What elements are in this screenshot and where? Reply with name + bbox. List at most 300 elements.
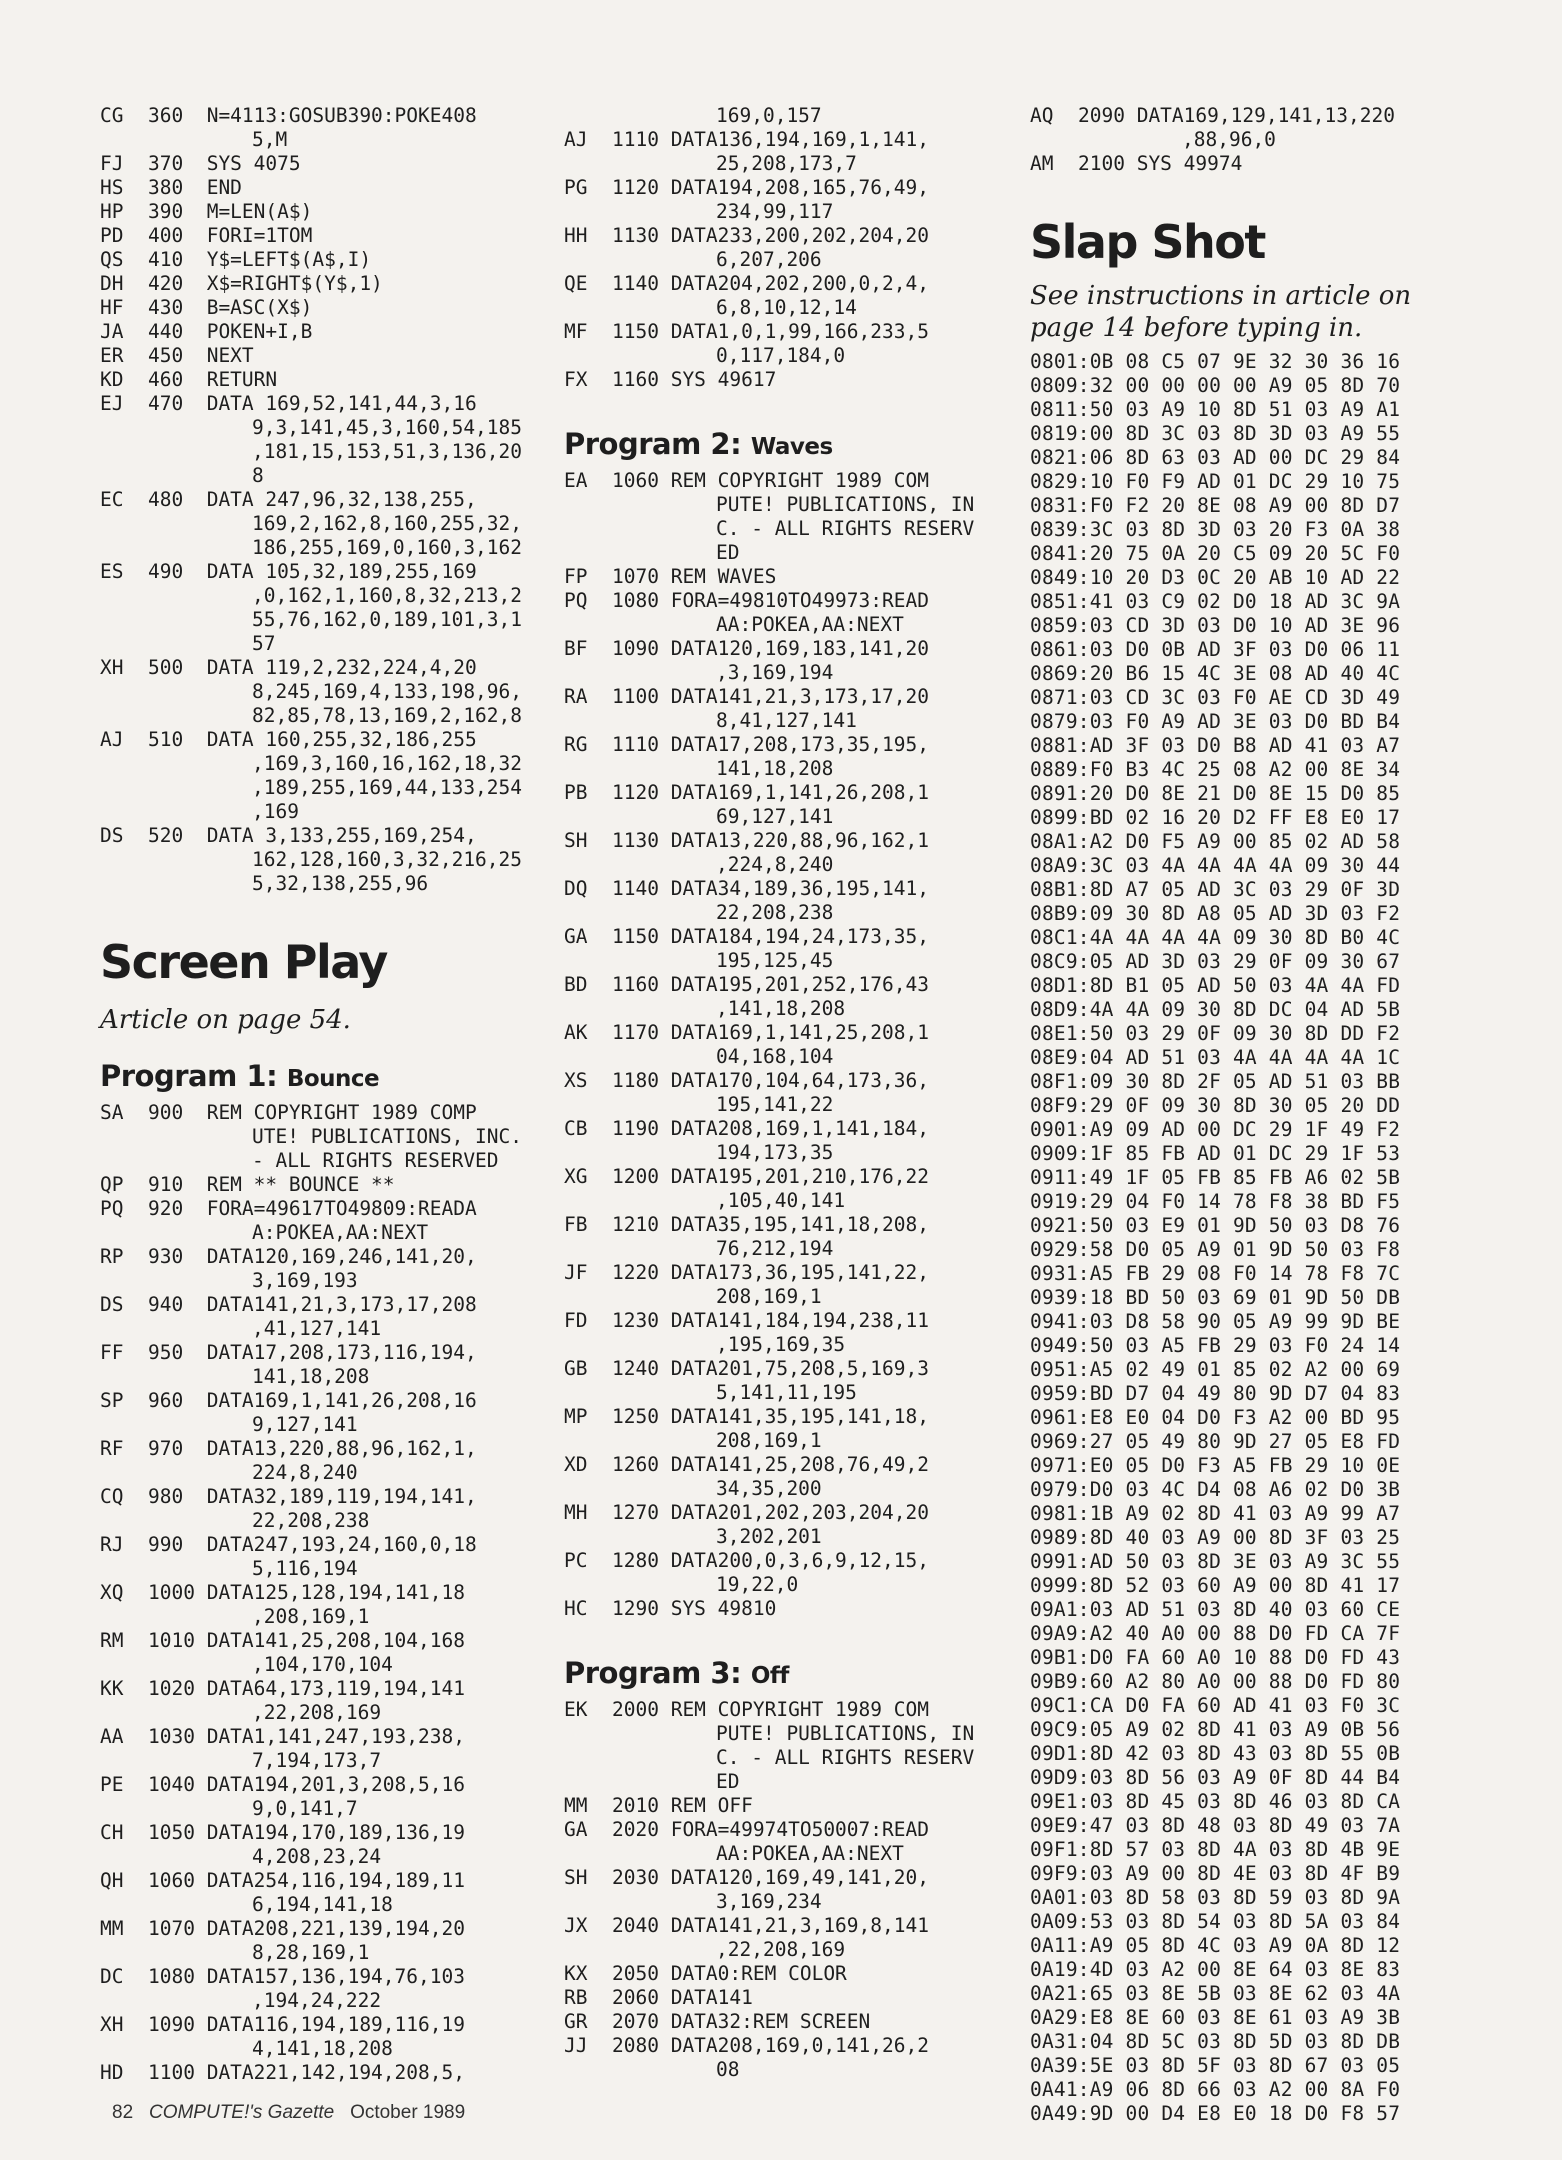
hex-bytes: 09F9:03 A9 00 8D 4E 03 8D 4F B9 [1030, 1862, 1401, 1885]
checksum: FB [564, 1213, 588, 1236]
checksum: SA [100, 1101, 124, 1124]
checksum [564, 757, 612, 781]
line-code: 430 B=ASC(X$) [148, 296, 313, 319]
hex-bytes: 09A9:A2 40 A0 00 88 D0 FD CA 7F [1030, 1622, 1401, 1645]
line-continuation: 9,0,141,7 [252, 1797, 358, 1820]
hex-bytes: 0831:F0 F2 20 8E 08 A9 00 8D D7 [1030, 494, 1401, 517]
line-code: 950 DATA17,208,173,116,194, [148, 1341, 477, 1364]
hex-bytes: 0841:20 75 0A 20 C5 09 20 5C F0 [1030, 542, 1401, 565]
hex-bytes: 0819:00 8D 3C 03 8D 3D 03 A9 55 [1030, 422, 1401, 445]
hex-line [1030, 758, 1470, 782]
hex-line [1030, 950, 1470, 974]
checksum [564, 805, 612, 829]
line-continuation: ED [716, 541, 740, 564]
checksum [100, 440, 148, 464]
code-line [564, 1573, 1010, 1597]
code-line [100, 680, 540, 704]
code-line [564, 1525, 1010, 1549]
line-continuation: 6,194,141,18 [252, 1893, 393, 1916]
checksum [564, 1842, 612, 1866]
code-line [100, 200, 540, 224]
hex-bytes: 08D1:8D B1 05 AD 50 03 4A 4A FD [1030, 974, 1401, 997]
checksum: RA [564, 685, 588, 708]
line-continuation: ,22,208,169 [252, 1701, 382, 1724]
checksum [100, 1701, 148, 1725]
hex-bytes: 0929:58 D0 05 A9 01 9D 50 03 F8 [1030, 1238, 1401, 1261]
line-continuation: 195,125,45 [716, 949, 834, 972]
checksum: BD [564, 973, 588, 996]
line-continuation: ,88,96,0 [1182, 128, 1276, 151]
hex-line [1030, 1598, 1470, 1622]
checksum: PB [564, 781, 588, 804]
hex-bytes: 0969:27 05 49 80 9D 27 05 E8 FD [1030, 1430, 1401, 1453]
program-listing-bounce [100, 1101, 540, 2085]
hex-bytes: 0A41:A9 06 8D 66 03 A2 00 8A F0 [1030, 2078, 1401, 2101]
hex-line [1030, 1694, 1470, 1718]
hex-line [1030, 1574, 1470, 1598]
hex-line [1030, 926, 1470, 950]
hex-bytes: 09D9:03 8D 56 03 A9 0F 8D 44 B4 [1030, 1766, 1401, 1789]
line-code: 1150 DATA1,0,1,99,166,233,5 [612, 320, 929, 343]
line-continuation: 234,99,117 [716, 200, 834, 223]
hex-bytes: 08F9:29 0F 09 30 8D 30 05 20 DD [1030, 1094, 1401, 1117]
line-code: 480 DATA 247,96,32,138,255, [148, 488, 477, 511]
code-line [564, 1453, 1010, 1477]
code-line [100, 728, 540, 752]
checksum: ES [100, 560, 124, 583]
checksum [100, 1893, 148, 1917]
code-line [100, 1341, 540, 1365]
line-code: 1170 DATA169,1,141,25,208,1 [612, 1021, 929, 1044]
code-line [564, 613, 1010, 637]
checksum: DS [100, 824, 124, 847]
hex-line [1030, 2078, 1470, 2102]
checksum [564, 901, 612, 925]
checksum [564, 1333, 612, 1357]
checksum [564, 152, 612, 176]
line-continuation: 57 [252, 632, 276, 655]
hex-line [1030, 470, 1470, 494]
checksum: RG [564, 733, 588, 756]
line-continuation: ,141,18,208 [716, 997, 846, 1020]
line-code: 520 DATA 3,133,255,169,254, [148, 824, 477, 847]
line-code: 1290 SYS 49810 [612, 1597, 777, 1620]
line-continuation: - ALL RIGHTS RESERVED [252, 1149, 499, 1172]
hex-bytes: 0981:1B A9 02 8D 41 03 A9 99 A7 [1030, 1502, 1401, 1525]
checksum [100, 632, 148, 656]
line-continuation: 169,0,157 [716, 104, 822, 127]
code-line [100, 1197, 540, 1221]
checksum [564, 248, 612, 272]
hex-bytes: 0A19:4D 03 A2 00 8E 64 03 8E 83 [1030, 1958, 1401, 1981]
line-code: 1200 DATA195,201,210,176,22 [612, 1165, 929, 1188]
hex-bytes: 0A11:A9 05 8D 4C 03 A9 0A 8D 12 [1030, 1934, 1401, 1957]
line-code: 390 M=LEN(A$) [148, 200, 313, 223]
checksum: RJ [100, 1533, 124, 1556]
line-code: 360 N=4113:GOSUB390:POKE408 [148, 104, 477, 127]
hex-bytes: 0851:41 03 C9 02 D0 18 AD 3C 9A [1030, 590, 1401, 613]
checksum: MH [564, 1501, 588, 1524]
code-line [564, 1890, 1010, 1914]
checksum: XS [564, 1069, 588, 1092]
issue-date: October 1989 [350, 2102, 466, 2123]
checksum [564, 949, 612, 973]
checksum: ER [100, 344, 124, 367]
line-code: 1140 DATA34,189,36,195,141, [612, 877, 929, 900]
code-line [100, 608, 540, 632]
line-code: 420 X$=RIGHT$(Y$,1) [148, 272, 383, 295]
line-code: 1140 DATA204,202,200,0,2,4, [612, 272, 929, 295]
hex-bytes: 08E9:04 AD 51 03 4A 4A 4A 4A 1C [1030, 1046, 1401, 1069]
hex-bytes: 0889:F0 B3 4C 25 08 A2 00 8E 34 [1030, 758, 1401, 781]
hex-line [1030, 1982, 1470, 2006]
line-continuation: 19,22,0 [716, 1573, 799, 1596]
line-code: 1130 DATA233,200,202,204,20 [612, 224, 929, 247]
code-line [100, 2037, 540, 2061]
checksum [100, 1797, 148, 1821]
code-line [100, 128, 540, 152]
hex-bytes: 0979:D0 03 4C D4 08 A6 02 D0 3B [1030, 1478, 1401, 1501]
code-line [564, 973, 1010, 997]
checksum [564, 1141, 612, 1165]
hex-line [1030, 1886, 1470, 1910]
checksum [564, 2058, 612, 2082]
checksum: EA [564, 469, 588, 492]
code-line [564, 2010, 1010, 2034]
checksum [100, 1269, 148, 1293]
hex-line [1030, 1862, 1470, 1886]
article-title-slap-shot: Slap Shot [1030, 215, 1265, 269]
line-continuation: ,22,208,169 [716, 1938, 846, 1961]
hex-line [1030, 1478, 1470, 1502]
checksum [564, 1573, 612, 1597]
code-line [564, 104, 1010, 128]
code-line [564, 661, 1010, 685]
line-code: 2030 DATA120,169,49,141,20, [612, 1866, 929, 1889]
hex-line [1030, 1214, 1470, 1238]
checksum: CB [564, 1117, 588, 1140]
code-line [564, 1429, 1010, 1453]
code-line [100, 392, 540, 416]
checksum: BF [564, 637, 588, 660]
code-line [100, 1461, 540, 1485]
checksum [1030, 128, 1078, 152]
checksum [100, 1989, 148, 2013]
code-line [100, 1365, 540, 1389]
hex-line [1030, 662, 1470, 686]
line-code: 1150 DATA184,194,24,173,35, [612, 925, 929, 948]
code-line [100, 1653, 540, 1677]
line-continuation: ,169,3,160,16,162,18,32 [252, 752, 523, 775]
checksum: RP [100, 1245, 124, 1268]
hex-line [1030, 734, 1470, 758]
line-continuation: 3,169,234 [716, 1890, 822, 1913]
code-line [564, 517, 1010, 541]
checksum [564, 1381, 612, 1405]
hex-line [1030, 1118, 1470, 1142]
checksum [100, 848, 148, 872]
code-line [100, 152, 540, 176]
hex-bytes: 0849:10 20 D3 0C 20 AB 10 AD 22 [1030, 566, 1401, 589]
line-code: 1160 DATA195,201,252,176,43 [612, 973, 929, 996]
line-continuation: 7,194,173,7 [252, 1749, 382, 1772]
hex-line [1030, 878, 1470, 902]
checksum: MP [564, 1405, 588, 1428]
line-continuation: 9,3,141,45,3,160,54,185 [252, 416, 523, 439]
hex-bytes: 09F1:8D 57 03 8D 4A 03 8D 4B 9E [1030, 1838, 1401, 1861]
checksum: XG [564, 1165, 588, 1188]
code-line [564, 1309, 1010, 1333]
checksum: AK [564, 1021, 588, 1044]
line-code: 1110 DATA136,194,169,1,141, [612, 128, 929, 151]
magazine-name: COMPUTE!'s Gazette [148, 2102, 335, 2123]
hex-line [1030, 1742, 1470, 1766]
line-code: 1130 DATA13,220,88,96,162,1 [612, 829, 929, 852]
code-line [564, 1117, 1010, 1141]
line-code: 1160 SYS 49617 [612, 368, 777, 391]
line-continuation: 162,128,160,3,32,216,25 [252, 848, 523, 871]
line-code: 1030 DATA1,141,247,193,238, [148, 1725, 465, 1748]
checksum [564, 104, 612, 128]
program-listing-continued [1030, 104, 1470, 176]
checksum [564, 853, 612, 877]
checksum [100, 1557, 148, 1581]
checksum: DH [100, 272, 124, 295]
checksum: HP [100, 200, 124, 223]
line-continuation: 8 [252, 464, 264, 487]
line-code: 1010 DATA141,25,208,104,168 [148, 1629, 465, 1652]
checksum [564, 517, 612, 541]
code-line [564, 296, 1010, 320]
checksum: QP [100, 1173, 124, 1196]
hex-bytes: 0909:1F 85 FB AD 01 DC 29 1F 53 [1030, 1142, 1401, 1165]
line-continuation: ,104,170,104 [252, 1653, 393, 1676]
hex-bytes: 0A21:65 03 8E 5B 03 8E 62 03 4A [1030, 1982, 1401, 2005]
checksum [100, 1461, 148, 1485]
checksum: RF [100, 1437, 124, 1460]
code-line [564, 1021, 1010, 1045]
line-code: 1080 FORA=49810TO49973:READ [612, 589, 929, 612]
code-line [564, 128, 1010, 152]
line-continuation: 4,141,18,208 [252, 2037, 393, 2060]
checksum: RB [564, 1986, 588, 2009]
hex-line [1030, 1190, 1470, 1214]
code-line [1030, 104, 1470, 128]
hex-line [1030, 830, 1470, 854]
code-line [100, 1941, 540, 1965]
checksum: FP [564, 565, 588, 588]
hex-bytes: 08D9:4A 4A 09 30 8D DC 04 AD 5B [1030, 998, 1401, 1021]
line-continuation: ,195,169,35 [716, 1333, 846, 1356]
hex-line [1030, 590, 1470, 614]
code-line [564, 1189, 1010, 1213]
line-code: 940 DATA141,21,3,173,17,208 [148, 1293, 477, 1316]
checksum [100, 1221, 148, 1245]
hex-line [1030, 566, 1470, 590]
line-code: 1190 DATA208,169,1,141,184, [612, 1117, 929, 1140]
line-code: 1100 DATA221,142,194,208,5, [148, 2061, 465, 2084]
checksum: AA [100, 1725, 124, 1748]
hex-bytes: 08A9:3C 03 4A 4A 4A 4A 09 30 44 [1030, 854, 1401, 877]
line-continuation: ,224,8,240 [716, 853, 834, 876]
code-line [100, 656, 540, 680]
hex-line [1030, 494, 1470, 518]
line-code: 2080 DATA208,169,0,141,26,2 [612, 2034, 929, 2057]
hex-line [1030, 1142, 1470, 1166]
hex-bytes: 0991:AD 50 03 8D 3E 03 A9 3C 55 [1030, 1550, 1401, 1573]
code-line [100, 1437, 540, 1461]
line-continuation: 76,212,194 [716, 1237, 834, 1260]
hex-bytes: 0839:3C 03 8D 3D 03 20 F3 0A 38 [1030, 518, 1401, 541]
code-line [564, 1746, 1010, 1770]
checksum [564, 1189, 612, 1213]
line-code: 1100 DATA141,21,3,173,17,20 [612, 685, 929, 708]
hex-line [1030, 686, 1470, 710]
code-line [100, 1149, 540, 1173]
line-code: 440 POKEN+I,B [148, 320, 313, 343]
hex-line [1030, 1406, 1470, 1430]
hex-line [1030, 1094, 1470, 1118]
hex-line [1030, 2006, 1470, 2030]
line-code: 930 DATA120,169,246,141,20, [148, 1245, 477, 1268]
code-line [100, 824, 540, 848]
checksum [564, 1045, 612, 1069]
code-line [564, 829, 1010, 853]
line-code: 500 DATA 119,2,232,224,4,20 [148, 656, 477, 679]
checksum [100, 536, 148, 560]
hex-bytes: 0959:BD D7 04 49 80 9D D7 04 83 [1030, 1382, 1401, 1405]
checksum [564, 1285, 612, 1309]
line-code: 2040 DATA141,21,3,169,8,141 [612, 1914, 929, 1937]
line-continuation: 6,8,10,12,14 [716, 296, 857, 319]
hex-line [1030, 1454, 1470, 1478]
line-continuation: 5,32,138,255,96 [252, 872, 429, 895]
code-line [100, 1173, 540, 1197]
checksum: QH [100, 1869, 124, 1892]
hex-bytes: 0881:AD 3F 03 D0 B8 AD 41 03 A7 [1030, 734, 1401, 757]
line-code: 1020 DATA64,173,119,194,141 [148, 1677, 465, 1700]
line-continuation: 8,245,169,4,133,198,96, [252, 680, 523, 703]
code-line [564, 565, 1010, 589]
line-code: 380 END [148, 176, 242, 199]
checksum: MM [564, 1794, 588, 1817]
checksum: XH [100, 2013, 124, 2036]
checksum: HC [564, 1597, 588, 1620]
hex-bytes: 0911:49 1F 05 FB 85 FB A6 02 5B [1030, 1166, 1401, 1189]
hex-bytes: 0931:A5 FB 29 08 F0 14 78 F8 7C [1030, 1262, 1401, 1285]
line-continuation: ,169 [252, 800, 299, 823]
code-line [1030, 128, 1470, 152]
line-continuation: 3,169,193 [252, 1269, 358, 1292]
line-code: 370 SYS 4075 [148, 152, 301, 175]
program-listing-off [564, 1698, 1010, 2082]
line-code: 1210 DATA35,195,141,18,208, [612, 1213, 929, 1236]
hex-line [1030, 1046, 1470, 1070]
code-line [100, 464, 540, 488]
line-continuation: 186,255,169,0,160,3,162 [252, 536, 523, 559]
line-code: 910 REM ** BOUNCE ** [148, 1173, 395, 1196]
checksum: JF [564, 1261, 588, 1284]
hex-line [1030, 1358, 1470, 1382]
hex-bytes: 0A49:9D 00 D4 E8 E0 18 D0 F8 57 [1030, 2102, 1401, 2125]
program-heading-waves [564, 426, 1010, 465]
program-heading-bounce [100, 1058, 540, 1097]
line-code: 1060 DATA254,116,194,189,11 [148, 1869, 465, 1892]
line-code: 1280 DATA200,0,3,6,9,12,15, [612, 1549, 929, 1572]
line-continuation: ,189,255,169,44,133,254 [252, 776, 523, 799]
checksum [564, 1093, 612, 1117]
hex-bytes: 0891:20 D0 8E 21 D0 8E 15 D0 85 [1030, 782, 1401, 805]
checksum: XH [100, 656, 124, 679]
line-continuation: 5,M [252, 128, 288, 151]
checksum [100, 512, 148, 536]
code-line [564, 1866, 1010, 1890]
code-line [564, 589, 1010, 613]
hex-bytes: 08F1:09 30 8D 2F 05 AD 51 03 BB [1030, 1070, 1401, 1093]
line-code: 2060 DATA141 [612, 1986, 753, 2009]
checksum: RM [100, 1629, 124, 1652]
checksum [100, 704, 148, 728]
hex-line [1030, 1910, 1470, 1934]
line-continuation: 25,208,173,7 [716, 152, 857, 175]
checksum [564, 709, 612, 733]
line-code: 2000 REM COPYRIGHT 1989 COM [612, 1698, 929, 1721]
checksum [100, 416, 148, 440]
hex-bytes: 0A31:04 8D 5C 03 8D 5D 03 8D DB [1030, 2030, 1401, 2053]
code-line [564, 1381, 1010, 1405]
checksum [100, 128, 148, 152]
code-line [564, 493, 1010, 517]
line-continuation: 3,202,201 [716, 1525, 822, 1548]
code-line [100, 512, 540, 536]
checksum: HH [564, 224, 588, 247]
hex-bytes: 0919:29 04 F0 14 78 F8 38 BD F5 [1030, 1190, 1401, 1213]
code-line [564, 200, 1010, 224]
code-line [100, 344, 540, 368]
code-line [100, 1581, 540, 1605]
line-continuation: ED [716, 1770, 740, 1793]
line-code: 490 DATA 105,32,189,255,169 [148, 560, 477, 583]
code-line [100, 1821, 540, 1845]
code-line [564, 1093, 1010, 1117]
hex-bytes: 0859:03 CD 3D 03 D0 10 AD 3E 96 [1030, 614, 1401, 637]
checksum [100, 464, 148, 488]
hex-line [1030, 1286, 1470, 1310]
line-code: 920 FORA=49617TO49809:READA [148, 1197, 477, 1220]
checksum [100, 752, 148, 776]
hex-line [1030, 1958, 1470, 1982]
line-code: 2100 SYS 49974 [1078, 152, 1243, 175]
checksum [100, 680, 148, 704]
hex-line [1030, 1334, 1470, 1358]
code-line [100, 1245, 540, 1269]
page-number: 82 [112, 2102, 134, 2123]
hex-line [1030, 350, 1470, 374]
hex-line [1030, 1430, 1470, 1454]
line-code: 1070 REM WAVES [612, 565, 777, 588]
line-continuation: 22,208,238 [716, 901, 834, 924]
code-line [100, 1917, 540, 1941]
hex-line [1030, 1502, 1470, 1526]
code-line [100, 176, 540, 200]
checksum [564, 344, 612, 368]
code-line [564, 1986, 1010, 2010]
hex-bytes: 08C9:05 AD 3D 03 29 0F 09 30 67 [1030, 950, 1401, 973]
checksum: PQ [100, 1197, 124, 1220]
line-code: 1070 DATA208,221,139,194,20 [148, 1917, 465, 1940]
checksum: HF [100, 296, 124, 319]
code-line [564, 781, 1010, 805]
